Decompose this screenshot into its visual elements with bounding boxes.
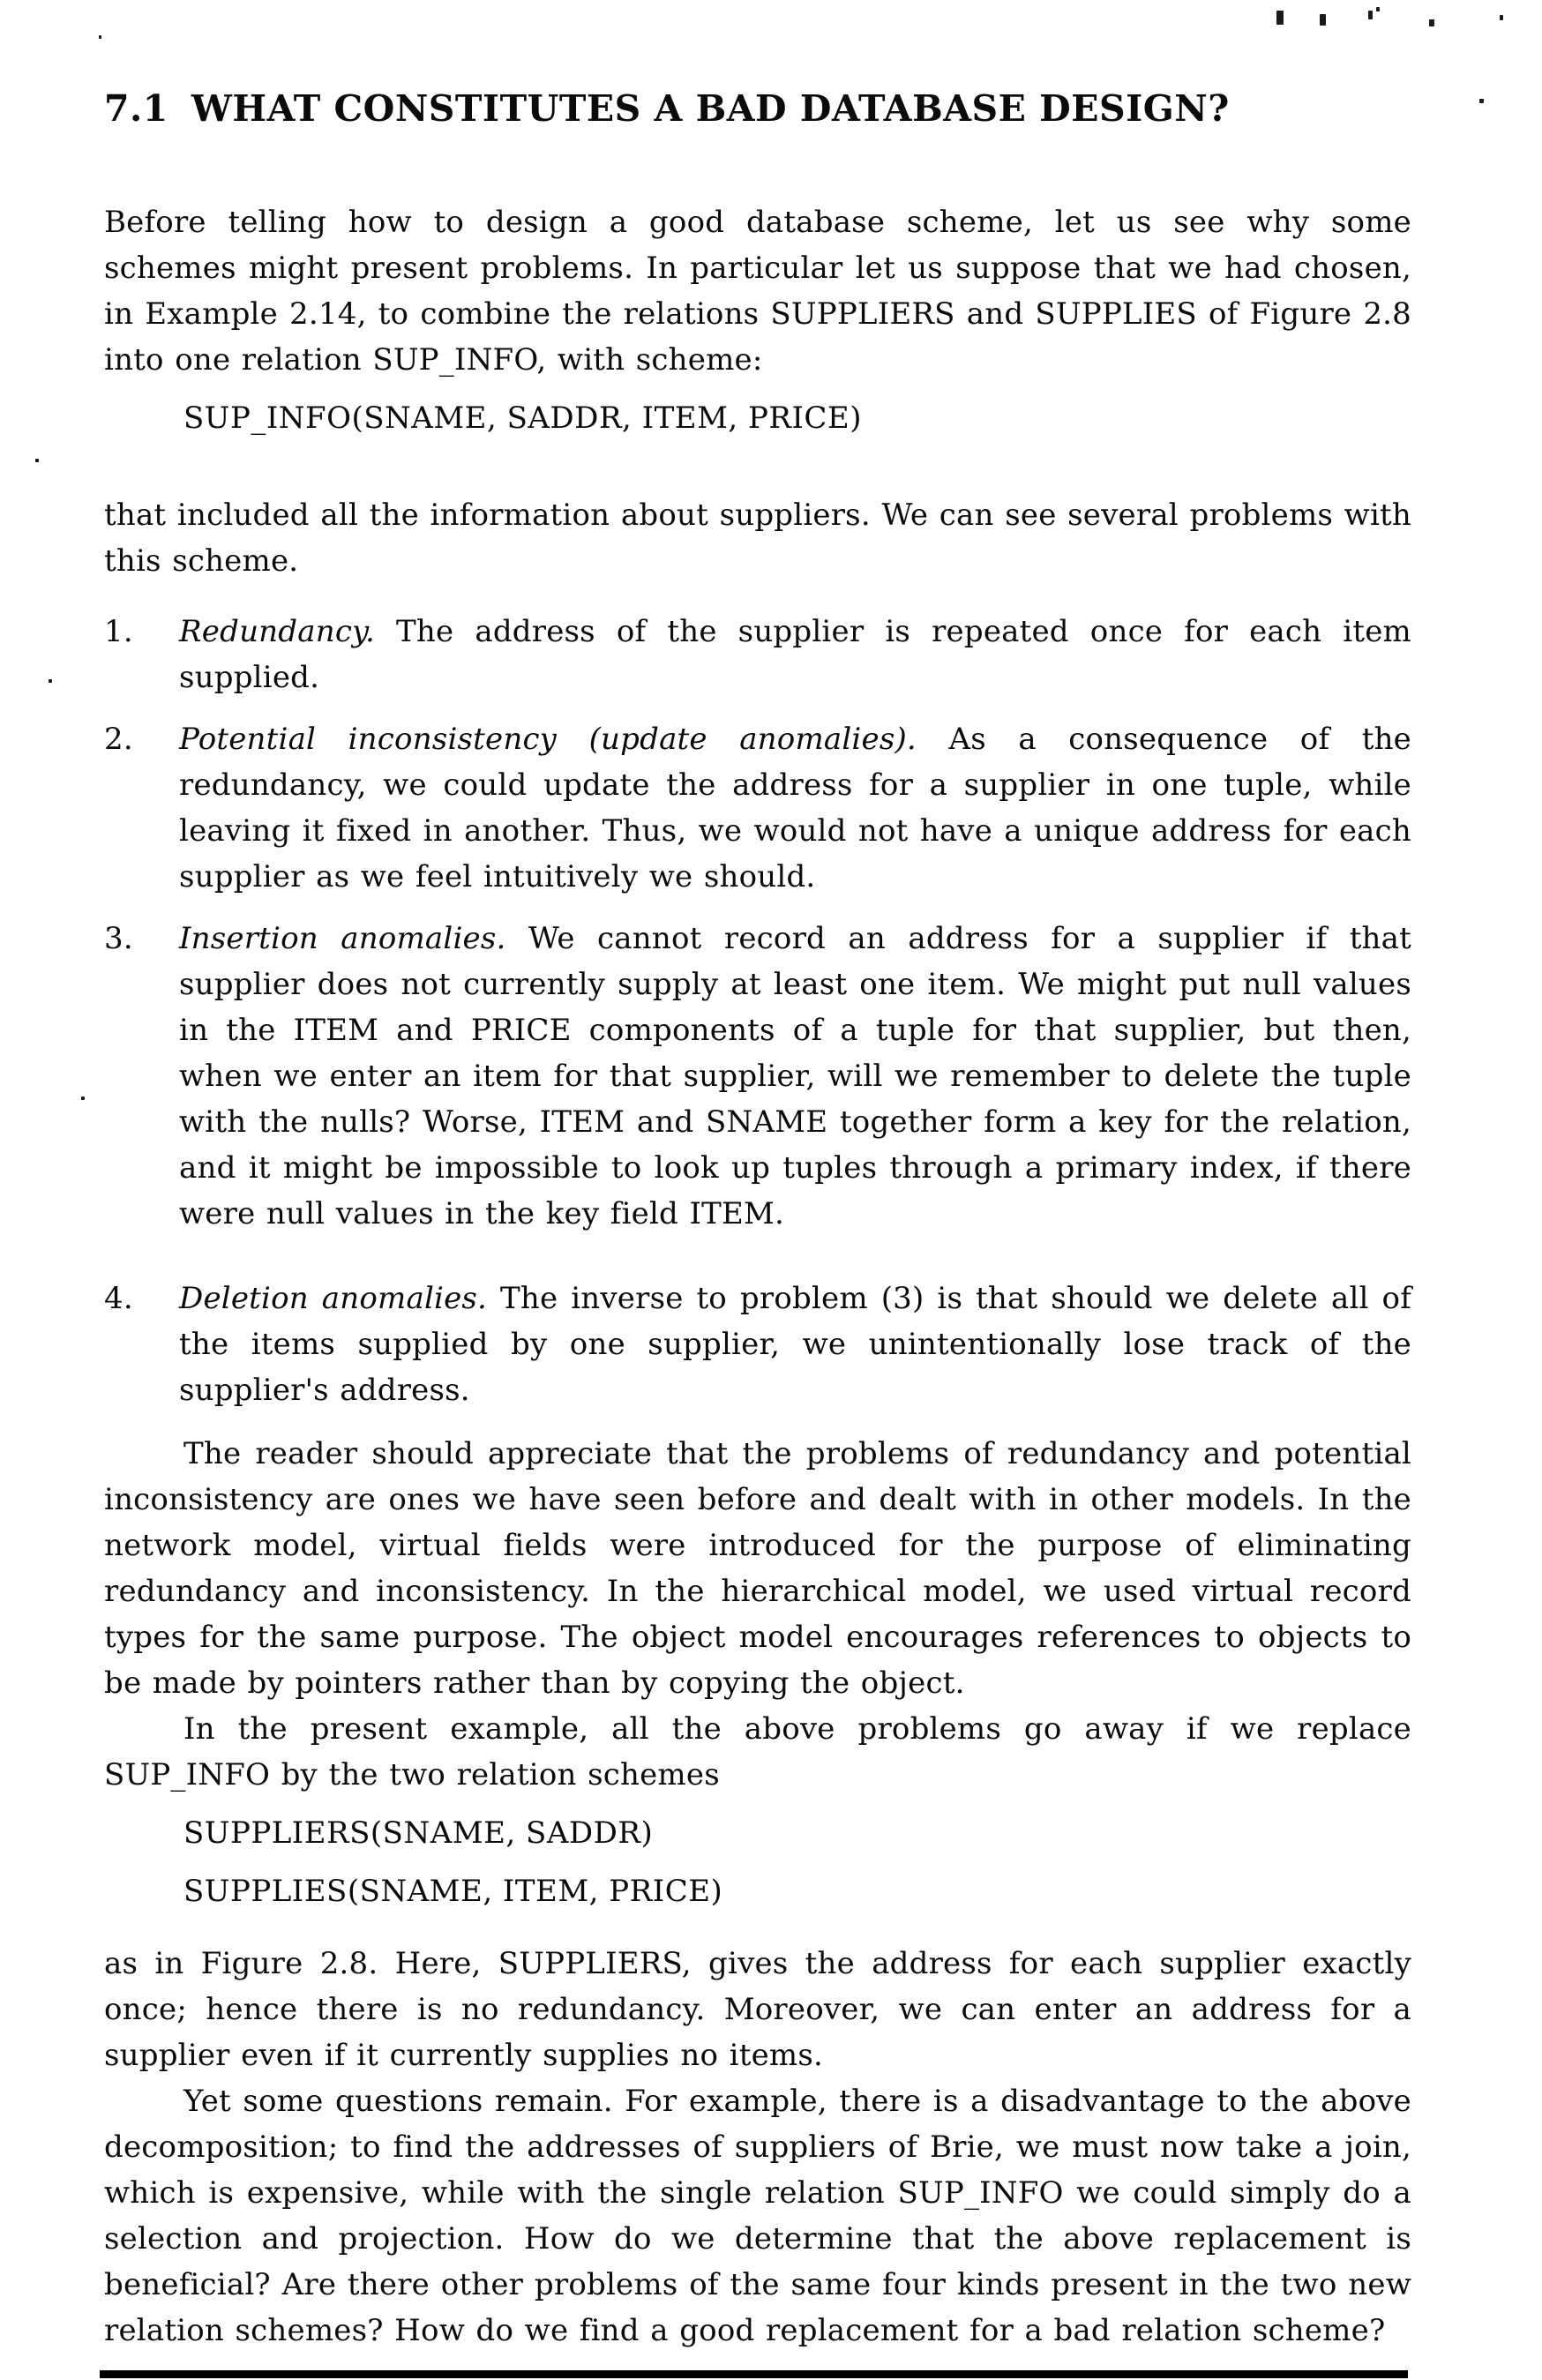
item-text: The address of the supplier is repeated once for each item supplied. (179, 614, 1411, 695)
item-number: 1. (104, 614, 133, 649)
item-number: 3. (104, 921, 133, 956)
item-text: We cannot record an address for a supplier if that supplier does not currently supply at least one item. We might put null values in the ITEM and PRICE components of a tuple for that supplier, but then, when we enter an item for that supplier, will we remember to delete the tuple with the nulls? Worse, ITEM and SNAME together form a key for the relation, and it might be impossible to look up tuples through a primary index, if there were null values in the key field ITEM. (179, 921, 1411, 1231)
section-number: 7.1 (104, 87, 168, 130)
list-item-insertion (104, 916, 1411, 1237)
section-heading (104, 88, 1411, 129)
item-number: 2. (104, 722, 133, 757)
list-item-deletion (104, 1276, 1411, 1413)
section-title: WHAT CONSTITUTES A BAD DATABASE DESIGN? (191, 87, 1230, 130)
scan-speck (99, 35, 101, 39)
item-lead: Potential inconsistency (update anomalies). (179, 722, 917, 757)
text-column (104, 0, 1411, 2354)
paragraph-as-in-figure: as in Figure 2.8. Here, SUPPLIERS, gives the address for each supplier exactly once; hence there is no redundancy. Moreover, we can enter an address for a supplier even if it currently supplies no items. (104, 1946, 1411, 2073)
item-number: 4. (104, 1281, 133, 1316)
paragraph-intro: Before telling how to design a good database scheme, let us see why some schemes might present problems. In particular let us suppose that we had chosen, in Example 2.14, to combine the relations SUPPLIERS and SUPPLIES of Figure 2.8 into one relation SUP_INFO, with scheme: (104, 205, 1411, 378)
scan-speck (1500, 15, 1503, 20)
scan-speck (1429, 19, 1434, 26)
item-lead: Insertion anomalies. (179, 921, 506, 956)
scheme-suppliers: SUPPLIERS(SNAME, SADDR) (183, 1815, 654, 1851)
scan-speck (81, 1096, 85, 1100)
scan-speck (35, 459, 39, 462)
scan-speck (1479, 99, 1484, 103)
scan-speck (1376, 7, 1380, 11)
list-item-inconsistency (104, 716, 1411, 900)
scan-edge-bar (100, 2370, 1408, 2378)
paragraph-reader: The reader should appreciate that the problems of redundancy and potential inconsistency are ones we have seen before and dealt with in other models. In the network model, virtual fields were introduced for the purpose of eliminating redundancy and inconsistency. In the hierarchical model, we used virtual record types for the same purpose. The object model encourages references to objects to be made by pointers rather than by copying the object. (104, 1436, 1411, 1701)
item-lead: Deletion anomalies. (179, 1281, 488, 1316)
scan-speck (1320, 14, 1326, 26)
scan-speck (1276, 11, 1284, 25)
scheme-supplies: SUPPLIES(SNAME, ITEM, PRICE) (183, 1874, 723, 1909)
paragraph-after-scheme: that included all the information about suppliers. We can see several problems with this scheme. (104, 498, 1411, 579)
scheme-block (104, 1810, 1411, 1914)
item-lead: Redundancy. (179, 614, 375, 649)
item-text: The inverse to problem (3) is that should we delete all of the items supplied by one supplier, we unintentionally lose track of the supplier's address. (179, 1281, 1411, 1408)
paragraph-yet-questions: Yet some questions remain. For example, there is a disadvantage to the above decomposition; to find the addresses of suppliers of Brie, we must now take a join, which is expensive, while with the single relation SUP_INFO we could simply do a selection and projection. How do we determine that the above replacement is beneficial? Are there other problems of the same four kinds present in the two new relation schemes? How do we find a good replacement for a bad relation scheme? (104, 2084, 1411, 2348)
scan-speck (1368, 11, 1373, 19)
scheme-sup-info: SUP_INFO(SNAME, SADDR, ITEM, PRICE) (183, 400, 863, 436)
item-text: As a consequence of the redundancy, we could update the address for a supplier in one tuple, while leaving it fixed in another. Thus, we would not have a unique address for each supplier as we feel intuitively we should. (179, 722, 1411, 894)
list-item-redundancy (104, 609, 1411, 700)
scan-speck (49, 679, 52, 683)
paragraph-present-example: In the present example, all the above problems go away if we replace SUP_INFO by the two relation schemes (104, 1711, 1411, 1792)
problem-list (104, 609, 1411, 1413)
